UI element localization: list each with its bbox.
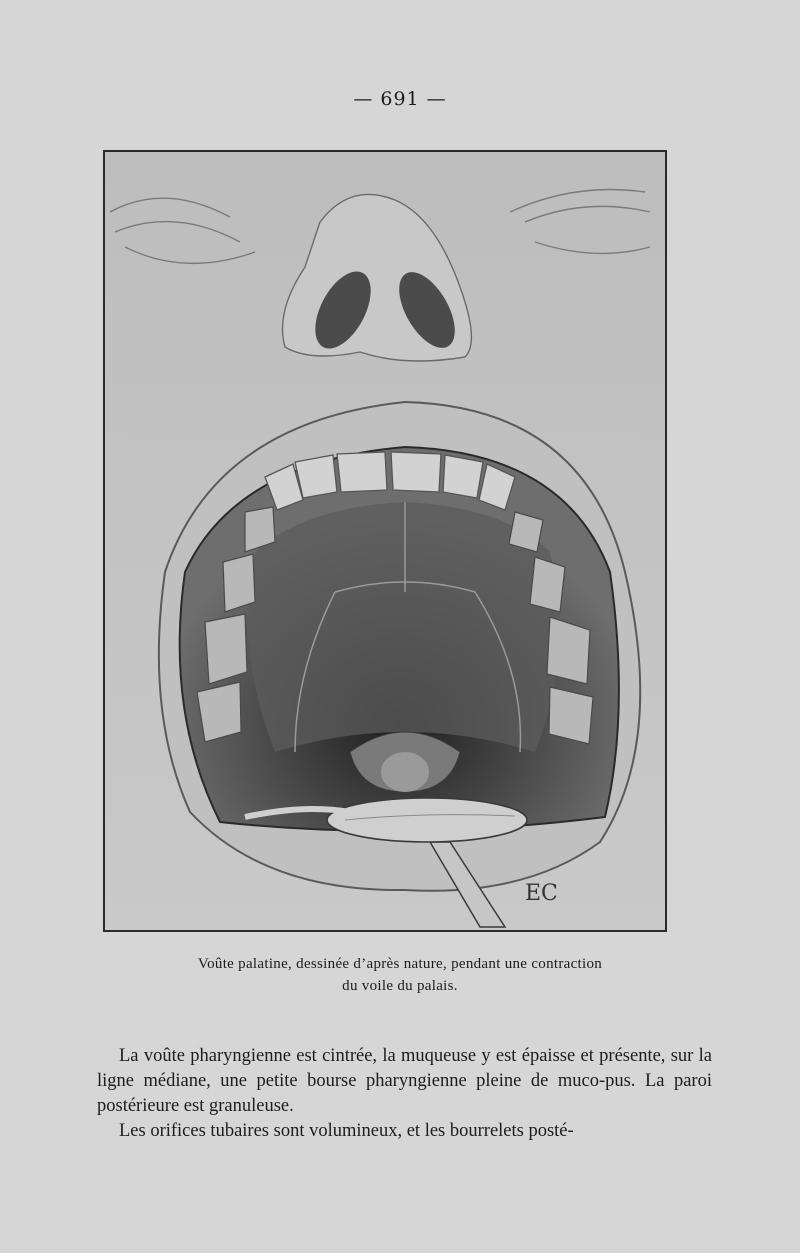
figure-caption [100, 953, 700, 997]
palate-illustration [103, 150, 667, 932]
paragraph-1: La voûte pharyngienne est cintrée, la muqueuse y est épaisse et présente, sur la ligne médiane, une petite bourse pharyngienne pleine de muco-pus. La paroi postérieure est granuleuse. [97, 1046, 712, 1116]
artist-monogram: EC [525, 881, 558, 906]
body-text [97, 1044, 712, 1144]
page-number: — 691 — [353, 88, 447, 110]
caption-line-2: du voile du palais. [342, 978, 458, 994]
paragraph-2: Les orifices tubaires sont volumineux, et les bourrelets posté- [119, 1121, 574, 1141]
caption-line-1: Voûte palatine, dessinée d’après nature, pendant une contraction [197, 956, 603, 972]
